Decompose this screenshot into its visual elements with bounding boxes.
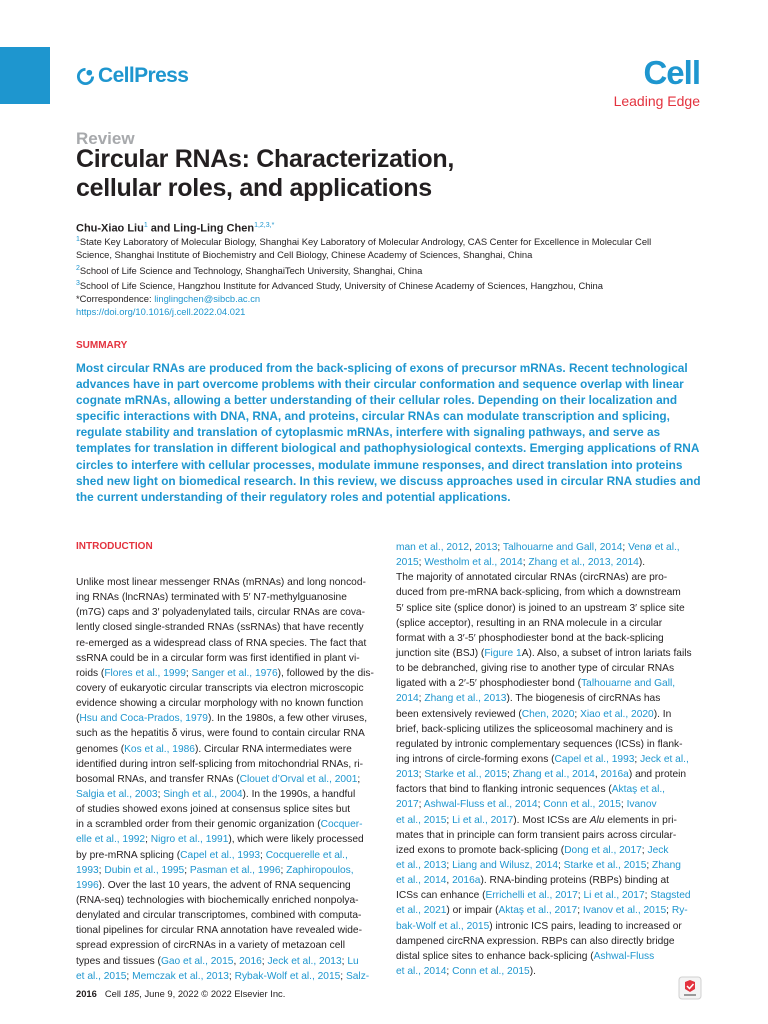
body-text-run: ). The biogenesis of circRNAs has — [506, 693, 661, 705]
body-text-run: ; — [184, 864, 190, 876]
body-text-line — [396, 646, 702, 661]
body-text-run: (m7G) caps and 3′ polyadenylated tails, circular RNAs are cova- — [76, 607, 365, 619]
article-type: Review — [76, 129, 135, 148]
body-text-run: ; — [280, 864, 287, 876]
body-text-line — [76, 893, 376, 908]
journal-name[interactable]: Cell — [643, 54, 700, 91]
affiliation-item — [76, 277, 716, 292]
citation-link[interactable]: Clouet d’Orval et al., 2001 — [239, 773, 358, 785]
body-text-run: ). Circular RNA intermediates were — [194, 743, 352, 755]
body-text-run: ). — [638, 557, 646, 569]
body-text-line — [396, 797, 702, 812]
citation-link[interactable]: Zhang et al., 2013, 2014 — [528, 557, 639, 569]
citation-link[interactable]: Lu — [347, 955, 359, 967]
body-text-run: of studies showed exons joined at consensus splice sites but — [76, 804, 351, 816]
body-text-run: roids ( — [76, 667, 105, 679]
body-text-run: ). Over the last 10 years, the advent of RNA sequencing — [98, 879, 351, 891]
citation-link[interactable]: Hsu and Coca-Prados, 1979 — [79, 713, 208, 725]
body-text-run: ; — [558, 859, 564, 871]
page-footer — [76, 988, 285, 1000]
body-text-line — [76, 938, 376, 953]
citation-link[interactable]: Zhang et al., 2013 — [424, 693, 507, 705]
body-text-line — [396, 843, 702, 858]
body-text-run: ; — [157, 788, 164, 800]
body-text-line — [76, 969, 376, 984]
body-text-line — [76, 575, 376, 590]
page-number: 2016 — [76, 988, 97, 999]
citation-link[interactable]: et al., 2014 — [396, 875, 447, 887]
body-text-line — [76, 878, 376, 893]
body-text-run: ). In the 1990s, a handful — [242, 788, 356, 800]
citation-link[interactable]: Zhang et al., 2014 — [512, 769, 595, 781]
body-text-line — [396, 631, 702, 646]
body-text-line — [396, 691, 702, 706]
citation-link[interactable]: 1993 — [76, 864, 99, 876]
body-text-line — [76, 681, 376, 696]
affiliations — [76, 233, 716, 319]
side-color-tab — [0, 47, 50, 104]
body-text-run: ing RNAs (lncRNAs) terminated with 5′ N7-methylguanosine — [76, 592, 347, 604]
citation-link[interactable]: Zaphiropoulos, — [286, 864, 354, 876]
body-text-run: ; — [418, 769, 425, 781]
body-text-line — [76, 802, 376, 817]
body-text-line — [76, 908, 376, 923]
body-text-run: ). In — [653, 708, 672, 720]
body-text-run: identified during intron self-splicing from mitochondrial RNAs, ri- — [76, 758, 364, 770]
affiliation-item — [76, 248, 716, 261]
body-text-line — [76, 863, 376, 878]
citation-link[interactable]: et al., 2013 — [396, 859, 447, 871]
citation-link[interactable]: Xiao et al., 2020 — [580, 708, 654, 720]
body-text-run: (RNA-seq) technologies with biochemically enriched nonpolya- — [76, 894, 359, 906]
body-text-run: lently closed single-stranded RNAs (ssRNAs) that have recently — [76, 622, 364, 634]
citation-link[interactable]: Memczak et al., 2013 — [132, 970, 229, 982]
body-text-run: ; — [522, 557, 529, 569]
body-text-run: ; — [446, 965, 453, 977]
citation-link[interactable]: Ashwal-Fluss — [593, 950, 655, 962]
body-text-line — [396, 813, 702, 828]
body-text-line — [396, 934, 702, 949]
affiliation-text: State Key Laboratory of Molecular Biology, Shanghai Key Laboratory of Molecular Andrology, CAS Center for Excellence in Molecular Cell — [79, 236, 652, 248]
citation-link[interactable]: Aktaş et al., 2017 — [498, 905, 578, 917]
body-text-line — [396, 661, 702, 676]
body-text-run: ; — [418, 557, 425, 569]
body-text-run: ; — [261, 955, 268, 967]
citation-link[interactable]: Singh et al., 2004 — [163, 788, 243, 800]
body-text-line — [76, 848, 376, 863]
body-column-left — [76, 575, 376, 984]
citation-link[interactable]: 1996 — [76, 879, 99, 891]
citation-link[interactable]: et al., 2015 — [396, 814, 447, 826]
citation-link[interactable]: 2013 — [396, 769, 419, 781]
citation-link[interactable]: Starke et al., 2015 — [563, 859, 647, 871]
citation-link[interactable]: Conn et al., 2015 — [452, 965, 530, 977]
citation-link[interactable]: Ry- — [671, 905, 688, 917]
body-text-line — [76, 605, 376, 620]
body-text-line — [396, 828, 702, 843]
citation-link[interactable]: et al., 2015 — [76, 970, 127, 982]
body-text-line — [396, 707, 702, 722]
citation-link[interactable]: Conn et al., 2015 — [543, 799, 621, 811]
citation-link[interactable]: man et al., 2012 — [396, 542, 470, 553]
body-text-run: ; — [98, 864, 105, 876]
body-text-line — [396, 752, 702, 767]
body-text-run: ; — [126, 970, 133, 982]
body-text-run: mates that in principle can form transient pairs across circular- — [396, 829, 677, 841]
body-text-run: ; — [340, 970, 346, 982]
body-text-run: Alu — [589, 814, 605, 826]
body-text-line — [396, 919, 702, 934]
citation-link[interactable]: Jeck et al., — [640, 753, 689, 765]
body-text-run: ; — [228, 970, 235, 982]
body-text-line — [76, 757, 376, 772]
citation-link[interactable]: Dubin et al., 1995 — [104, 864, 185, 876]
journal-section: Leading Edge — [613, 93, 700, 109]
body-text-run: format with a 3′-5′ phosphodiester bond at the back-splicing — [396, 632, 664, 644]
body-text-line — [76, 954, 376, 969]
citation-link[interactable]: Venø et al., — [628, 542, 680, 553]
body-text-run: ; — [641, 844, 648, 856]
body-text-line — [396, 570, 702, 585]
body-text-run: duced from pre-mRNA back-splicing, from which a downstream — [396, 587, 681, 599]
body-text-run: ). In the 1980s, a few other viruses, — [207, 713, 368, 725]
citation-link[interactable]: 2017 — [396, 799, 419, 811]
body-text-run: ; — [357, 773, 361, 785]
title-line: Circular RNAs: Characterization, — [76, 145, 454, 173]
citation-link[interactable]: Talhouarne and Gall, 2014 — [502, 542, 623, 553]
affiliation-item — [76, 262, 716, 277]
correspondence — [76, 292, 716, 305]
body-text-run: ; — [634, 753, 641, 765]
body-text-line — [396, 873, 702, 888]
body-text-run: in a scrambled order from their genomic organization ( — [76, 819, 321, 831]
citation-link[interactable]: Starke et al., 2015 — [424, 769, 508, 781]
body-text-run: ; — [577, 890, 584, 902]
body-text-line — [396, 888, 702, 903]
author-conjunction: and — [147, 222, 174, 235]
correspondence-label: *Correspondence: — [76, 293, 155, 305]
body-text-run: ; — [666, 905, 672, 917]
body-text-run: to be debranched, giving rise to another type of circular RNAs — [396, 663, 675, 675]
body-text-run: evidence showing a circular morphology with no known function — [76, 698, 364, 710]
citation-link[interactable]: Talhouarne and Gall, — [581, 678, 676, 690]
introduction-heading: INTRODUCTION — [76, 541, 153, 552]
body-text-run: by pre-mRNA splicing ( — [76, 849, 181, 861]
citation-link[interactable]: 2015 — [396, 557, 419, 569]
body-text-run: ; — [537, 799, 544, 811]
citation-link[interactable]: 2016a — [600, 769, 629, 781]
affiliation-item — [76, 233, 716, 248]
body-text-line — [76, 772, 376, 787]
body-text-run: (splice acceptor), resulting in an RNA molecule in a circular — [396, 617, 663, 629]
body-text-run: ; — [574, 708, 581, 720]
affiliation-marker: 1 — [76, 236, 80, 243]
body-text-line — [76, 696, 376, 711]
body-text-run: dampened circRNA expression. RBPs can also directly bridge — [396, 935, 675, 947]
body-text-line — [396, 540, 702, 555]
footer-journal: Cell — [104, 988, 124, 999]
publisher-name: CellPress — [98, 64, 189, 87]
citation-link[interactable]: Aktaş et al., — [611, 784, 665, 796]
affiliation-text: Science, Shanghai Institute of Biochemistry and Cell Biology, Chinese Academy of Sciences, Shanghai, China — [76, 249, 533, 261]
correspondence-email-link[interactable]: linglingchen@sibcb.ac.cn — [154, 293, 261, 305]
citation-link[interactable]: Westholm et al., 2014 — [424, 557, 523, 569]
body-text-run: ). — [529, 965, 536, 977]
citation-link[interactable]: Li et al., 2017 — [583, 890, 645, 902]
citation-link[interactable]: 2016 — [239, 955, 262, 967]
body-text-run: , — [446, 875, 453, 887]
citation-link[interactable]: Rybak-Wolf et al., 2015 — [234, 970, 341, 982]
body-text-run: ; — [507, 769, 513, 781]
body-text-run: genomes ( — [76, 743, 125, 755]
affiliation-marker: 2 — [76, 264, 80, 272]
body-text-line — [76, 666, 376, 681]
footer-date-copyright: , June 9, 2022 © 2022 Elsevier Inc. — [139, 988, 286, 999]
body-text-line — [396, 616, 702, 631]
body-text-run: ; — [577, 905, 583, 917]
body-text-run: ) intronic ICS pairs, leading to increased or — [489, 920, 682, 932]
body-text-run: ), followed by the dis- — [277, 667, 374, 679]
citation-link[interactable]: elle et al., 1992 — [76, 834, 146, 846]
body-text-run: , — [594, 769, 601, 781]
citation-link[interactable]: Li et al., 2017 — [452, 814, 514, 826]
body-text-run: ), which were likely processed — [228, 834, 364, 846]
citation-link[interactable]: Flores et al., 1999 — [104, 667, 186, 679]
body-text-line — [396, 858, 702, 873]
citation-link[interactable]: Ivanov et al., 2015 — [582, 905, 667, 917]
citation-link[interactable]: Liang and Wilusz, 2014 — [452, 859, 558, 871]
body-text-line — [396, 767, 702, 782]
body-text-line — [396, 676, 702, 691]
body-text-run: ; — [446, 859, 453, 871]
body-text-run: ). RNA-binding proteins (RBPs) binding at — [480, 875, 669, 887]
citation-link[interactable]: Pasman et al., 1996 — [189, 864, 281, 876]
body-text-run: , — [469, 542, 475, 553]
article-title — [76, 145, 636, 203]
body-text-run: re-emerged as a widespread class of RNA species. The fact that — [76, 637, 367, 649]
citation-link[interactable]: 2016a — [452, 875, 481, 887]
body-text-line — [396, 949, 702, 964]
doi-link[interactable]: https://doi.org/10.1016/j.cell.2022.04.021 — [76, 306, 246, 318]
author-affiliation-marker: 1,2,3,* — [254, 222, 275, 229]
body-text-run: ized exons to promote back-splicing ( — [396, 844, 565, 856]
body-text-line — [76, 651, 376, 666]
citation-link[interactable]: Stagsted — [650, 890, 691, 902]
citation-link[interactable]: Figure 1 — [484, 647, 522, 659]
body-text-line — [396, 903, 702, 918]
title-line: cellular roles, and applications — [76, 174, 432, 202]
citation-link[interactable]: Salz- — [345, 970, 370, 982]
body-text-line — [396, 601, 702, 616]
body-text-line — [76, 590, 376, 605]
body-text-run: regulated by intronic complementary sequences (ICSs) in flank- — [396, 738, 683, 750]
body-text-run: A). Also, a subset of intron lariats fails — [521, 647, 692, 659]
body-text-run: ; — [185, 667, 192, 679]
body-text-line — [396, 722, 702, 737]
body-text-run: types and tissues ( — [76, 955, 161, 967]
body-text-run: ; — [620, 799, 627, 811]
body-text-line — [76, 817, 376, 832]
citation-link[interactable]: Chen, 2020 — [521, 708, 575, 720]
citation-link[interactable]: 2014 — [396, 693, 419, 705]
body-text-run: spread expression of circRNAs in a variety of metazoan cell — [76, 940, 345, 952]
body-text-run: elements in pri- — [604, 814, 677, 826]
body-text-line — [396, 585, 702, 600]
body-text-line — [76, 923, 376, 938]
citation-link[interactable]: Gao et al., 2015 — [160, 955, 234, 967]
author-name[interactable]: Chu-Xiao Liu — [76, 222, 144, 235]
body-text-line — [76, 726, 376, 741]
body-text-run: ; — [622, 542, 629, 553]
body-text-run: ) or impair ( — [446, 905, 499, 917]
body-text-run: covery of eukaryotic circular transcripts via electron microscopic — [76, 682, 364, 694]
body-text-run: tional pipelines for circular RNA annotation have revealed wide- — [76, 925, 362, 937]
citation-link[interactable]: Cocquerelle et al., — [265, 849, 348, 861]
body-column-right — [396, 540, 702, 979]
body-text-line — [396, 964, 702, 979]
summary-text: Most circular RNAs are produced from the back-splicing of exons of precursor mRNAs. Recent technological advances have in part overcome problems with their circular conformation and sequence overlap with linear cognate mRNAs, allowing a better understanding of their cellular roles. Depending on their localization and specific interactions with DNA, RNA, and proteins, circular RNAs can modulate transcription and splicing, regulate stability and translation of cytoplasmic mRNAs, interfere with signaling pathways, and serve as templates for translation in different biological and pathophysiological contexts. Emerging applications of RNA circles to interfere with cellular processes, modulate immune responses, and direct translation into proteins shed new light on biomedical research. In this review, we discuss approaches used in circular RNA studies and the current understanding of their regulatory roles and potential applications. — [76, 361, 701, 504]
citation-link[interactable]: Jeck et al., 2013 — [267, 955, 342, 967]
citation-link[interactable]: Ashwal-Fluss et al., 2014 — [423, 799, 538, 811]
doi — [76, 305, 716, 318]
body-text-run: ; — [418, 693, 425, 705]
body-text-line — [76, 742, 376, 757]
citation-link[interactable]: Dong et al., 2017 — [564, 844, 642, 856]
body-text-run: ligated with a 2′-5′ phosphodiester bond ( — [396, 678, 582, 690]
citation-link[interactable]: et al., 2021 — [396, 905, 447, 917]
body-text-run: denylated and circular transcriptomes, combined with computa- — [76, 910, 362, 922]
body-text-run: The majority of annotated circular RNAs (circRNAs) are pro- — [396, 572, 668, 584]
body-text-line — [396, 782, 702, 797]
citation-link[interactable]: Zhang — [652, 859, 681, 871]
footer-volume: 185 — [123, 988, 140, 999]
citation-link[interactable]: Salgia et al., 2003 — [76, 788, 158, 800]
body-text-run: bosomal RNAs, and transfer RNAs ( — [76, 773, 240, 785]
citation-link[interactable]: et al., 2014 — [396, 965, 447, 977]
body-text-run: ). Most ICSs are — [513, 814, 590, 826]
body-text-run: distal splice sites to enhance back-splicing ( — [396, 950, 594, 962]
author-name[interactable]: Ling-Ling Chen — [173, 222, 255, 235]
cellpress-logo-icon — [76, 67, 95, 86]
body-text-run: ssRNA could be in a circular form was first identified in plant vi- — [76, 652, 360, 664]
body-text-line — [396, 555, 702, 570]
body-text-run: Unlike most linear messenger RNAs (mRNAs) and long noncod- — [76, 577, 366, 588]
body-text-run: ; — [644, 890, 651, 902]
body-text-run: ) and protein — [628, 769, 687, 781]
affiliation-marker: 3 — [76, 279, 80, 287]
body-text-run: brief, back-splicing utilizes the spliceosomal machinery and is — [396, 723, 673, 735]
body-text-run: , — [233, 955, 240, 967]
body-text-run: been extensively reviewed ( — [396, 708, 522, 720]
body-text-line — [76, 636, 376, 651]
affiliation-text: School of Life Science, Hangzhou Institute for Advanced Study, University of Chinese Academy of Sciences, Hangzhou, China — [79, 279, 603, 291]
citation-link[interactable]: Sanger et al., 1976 — [191, 667, 278, 679]
body-text-line — [396, 737, 702, 752]
body-text-run: 5′ splice site (splice donor) is joined to an upstream 3′ splice site — [396, 602, 685, 614]
body-text-run: ; — [446, 814, 453, 826]
body-text-run: ; — [145, 834, 151, 846]
affiliation-text: School of Life Science and Technology, ShanghaiTech University, Shanghai, China — [79, 264, 423, 276]
body-text-line — [76, 711, 376, 726]
body-text-line — [76, 620, 376, 635]
body-text-run: ing introns of circle-forming exons ( — [396, 753, 555, 765]
citation-link[interactable]: Errichelli et al., 2017 — [485, 890, 578, 902]
citation-link[interactable]: Nigro et al., 1991 — [150, 834, 229, 846]
cellpress-logo[interactable] — [76, 62, 188, 90]
citation-link[interactable]: Cocquer- — [320, 819, 363, 831]
summary-heading: SUMMARY — [76, 340, 128, 351]
citation-link[interactable]: 2013 — [474, 542, 498, 553]
body-text-run: ; — [497, 542, 503, 553]
author-affiliation-marker: 1 — [143, 222, 148, 229]
body-text-run: ( — [76, 713, 80, 725]
body-text-run: ; — [646, 859, 653, 871]
citation-link[interactable]: bak-Wolf et al., 2015 — [396, 920, 490, 932]
citation-link[interactable]: Kos et al., 1986 — [124, 743, 195, 755]
citation-link[interactable]: Capel et al., 1993 — [554, 753, 635, 765]
body-text-run: ; — [260, 849, 266, 861]
body-text-run: ; — [341, 955, 348, 967]
check-for-updates-icon[interactable] — [678, 976, 702, 1000]
body-text-run: factors that bind to flanking intronic sequences ( — [396, 784, 612, 796]
citation-link[interactable]: Jeck — [647, 844, 669, 856]
body-text-line — [76, 787, 376, 802]
body-text-run: junction site (BSJ) ( — [396, 647, 485, 659]
body-text-run: ICSs can enhance ( — [396, 890, 486, 902]
citation-link[interactable]: Ivanov — [626, 799, 657, 811]
citation-link[interactable]: Capel et al., 1993 — [180, 849, 261, 861]
body-text-run: such as the hepatitis δ virus, were found to contain circular RNA — [76, 728, 365, 740]
body-text-line — [76, 832, 376, 847]
body-text-run: ; — [418, 799, 424, 811]
